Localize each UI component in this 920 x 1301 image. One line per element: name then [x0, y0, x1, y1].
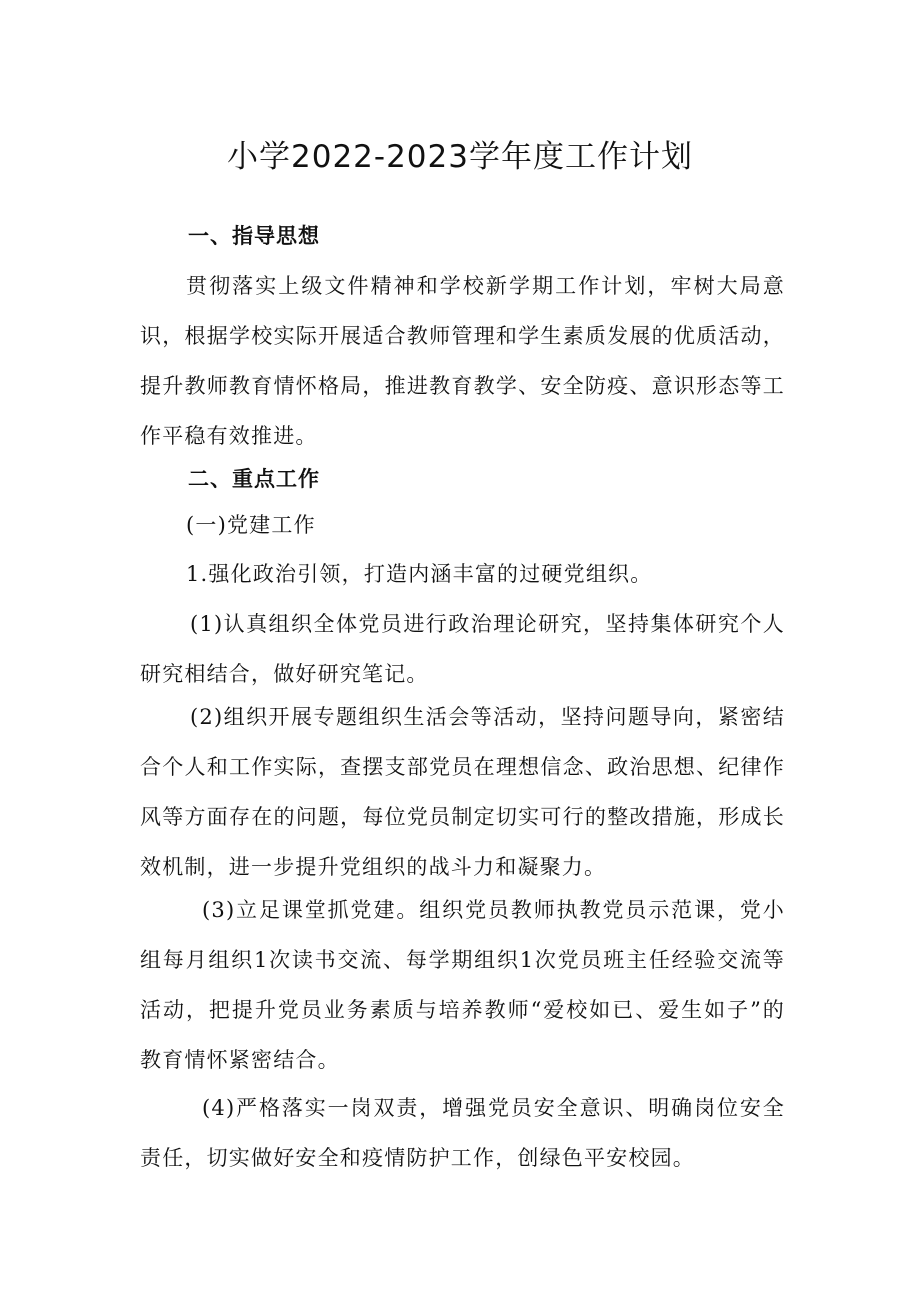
subsection-party-building: (一)党建工作	[186, 513, 316, 537]
section1-paragraph: 贯彻落实上级文件精神和学校新学期工作计划，牢树大局意识，根据学校实际开展适合教师管理和学生素质发展的优质活动，提升教师教育情怀格局，推进教育教学、安全防疫、意识形态等工作平稳有效推进。	[140, 274, 785, 448]
section2-heading: 二、重点工作	[188, 467, 320, 491]
paragraph-2: (2)组织开展专题组织生活会等活动，坚持问题导向，紧密结合个人和工作实际，查摆支部党员在理想信念、政治思想、纪律作风等方面存在的问题，每位党员制定切实可行的整改措施，形成长效机制，进一步提升党组织的战斗力和凝聚力。	[140, 705, 785, 879]
paragraph-4: (4)严格落实一岗双责，增强党员安全意识、明确岗位安全责任，切实做好安全和疫情防护工作，创绿色平安校园。	[140, 1096, 785, 1170]
item-1: 1.强化政治引领，打造内涵丰富的过硬党组织。	[186, 562, 653, 586]
section1-heading: 一、指导思想	[188, 224, 320, 248]
document-title: 小学2022-2023学年度工作计划	[227, 139, 693, 175]
paragraph-1: (1)认真组织全体党员进行政治理论研究，坚持集体研究个人研究相结合，做好研究笔记。	[140, 612, 785, 686]
paragraph-3: (3)立足课堂抓党建。组织党员教师执教党员示范课，党小组每月组织1次读书交流、每学期组织1次党员班主任经验交流等活动，把提升党员业务素质与培养教师“爱校如已、爱生如子”的教育情怀紧密结合。	[140, 898, 785, 1072]
